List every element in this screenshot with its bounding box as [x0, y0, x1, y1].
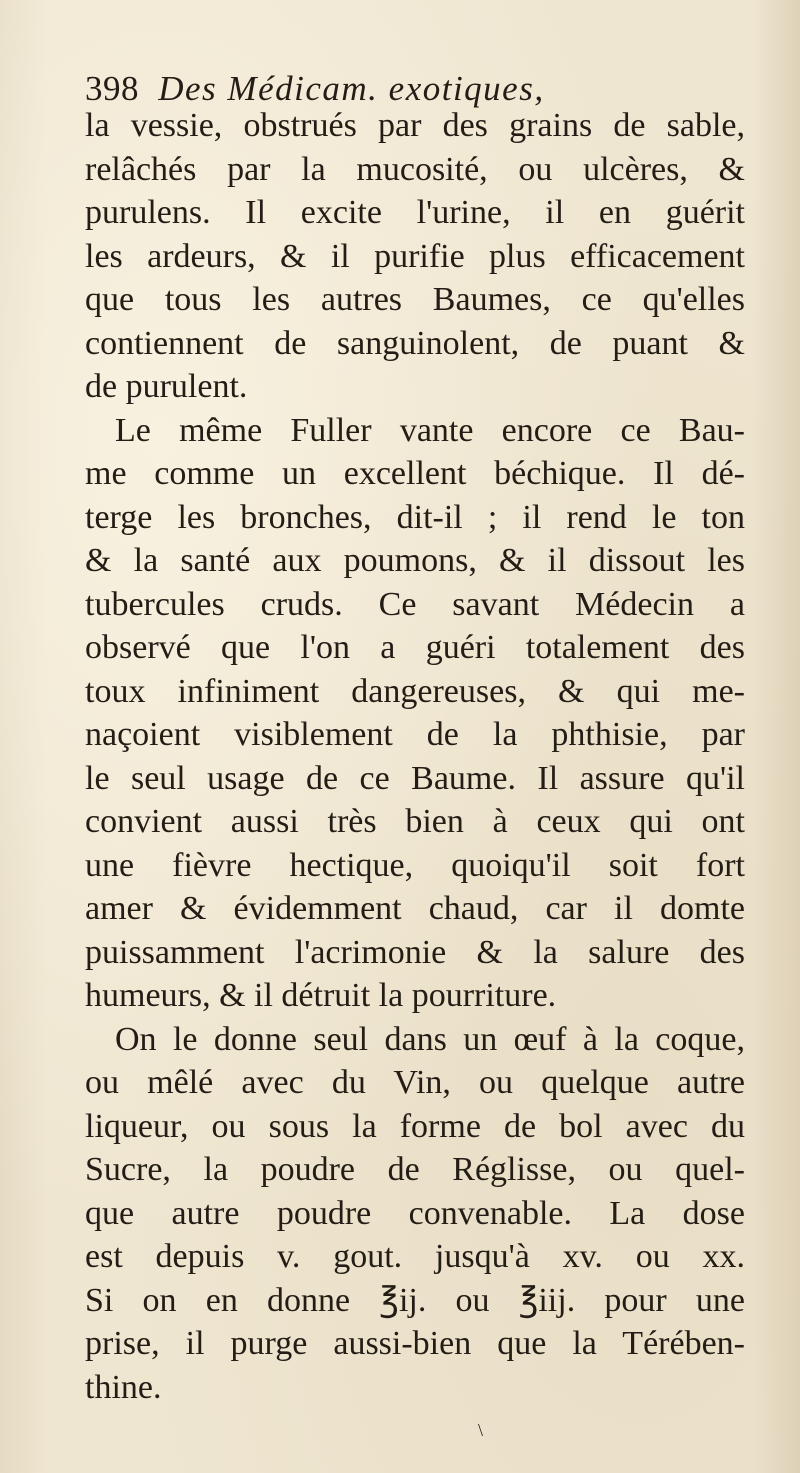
- text-line: que tous les autres Baumes, ce qu'elles: [85, 281, 745, 318]
- text-line: liqueur, ou sous la forme de bol avec du: [85, 1107, 745, 1145]
- text-line: contiennent de sanguinolent, de puant &: [85, 324, 745, 362]
- text-line: Le même Fuller vante encore ce Bau-: [115, 411, 745, 449]
- text-line: ou mêlé avec du Vin, ou quelque autre: [85, 1064, 745, 1101]
- text-line: naçoient visiblement de la phthisie, par: [85, 716, 745, 753]
- text-line: Si on en donne ℥ij. ou ℥iij. pour une: [85, 1281, 745, 1319]
- text-line: toux infiniment dangereuses, & qui me-: [85, 672, 745, 710]
- running-title: Des Médicam. exotiques,: [158, 69, 545, 108]
- text-line: me comme un excellent béchique. Il dé-: [85, 455, 745, 492]
- text-line: Sucre, la poudre de Réglisse, ou quel-: [85, 1151, 745, 1188]
- text-line: relâchés par la mucosité, ou ulcères, &: [85, 150, 745, 188]
- text-line: le seul usage de ce Baume. Il assure qu'il: [85, 759, 745, 797]
- text-line: amer & évidemment chaud, car il domte: [85, 890, 745, 927]
- text-line: convient aussi très bien à ceux qui ont: [85, 803, 745, 840]
- text-line: terge les bronches, dit-il ; il rend le ton: [85, 498, 745, 536]
- text-line: humeurs, & il détruit la pourriture.: [85, 977, 557, 1014]
- text-line: les ardeurs, & il purifie plus efficacement: [85, 237, 745, 275]
- text-line: puissamment l'acrimonie & la salure des: [85, 933, 745, 971]
- page-number: 398: [85, 69, 139, 108]
- text-line: thine.: [85, 1368, 162, 1406]
- text-line: de purulent.: [85, 368, 248, 405]
- text-line: & la santé aux poumons, & il dissout les: [85, 542, 745, 579]
- text-line: purulens. Il excite l'urine, il en guérit: [85, 194, 745, 231]
- printer-mark: \: [478, 1420, 484, 1440]
- text-line: observé que l'on a guéri totalement des: [85, 629, 745, 666]
- text-line: tubercules cruds. Ce savant Médecin a: [85, 585, 745, 623]
- text-line: prise, il purge aussi-bien que la Térében-: [85, 1325, 745, 1362]
- body-text: [85, 104, 745, 1409]
- text-line: est depuis v. gout. jusqu'à xv. ou xx.: [85, 1238, 745, 1275]
- text-line: une fièvre hectique, quoiqu'il soit fort: [85, 846, 745, 884]
- text-line: la vessie, obstrués par des grains de sable,: [85, 107, 745, 144]
- text-line: On le donne seul dans un œuf à la coque,: [115, 1020, 745, 1058]
- text-line: que autre poudre convenable. La dose: [85, 1194, 745, 1232]
